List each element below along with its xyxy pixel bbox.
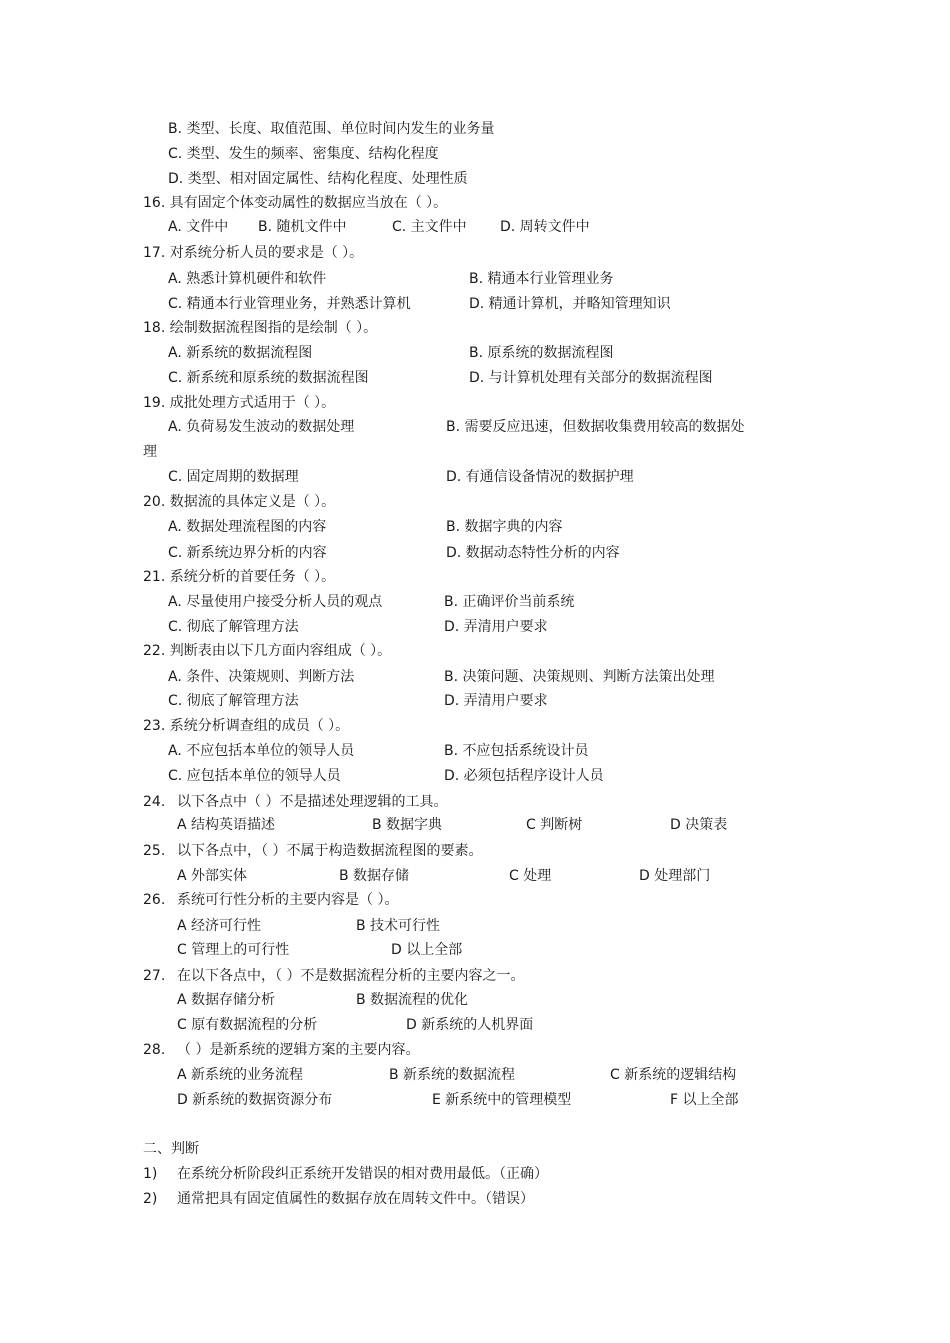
q18-option-d: D. 与计算机处理有关部分的数据流程图: [469, 370, 713, 386]
q24-stem: 以下各点中（ ）不是描述处理逻辑的工具。: [177, 794, 448, 810]
q17-option-c: C. 精通本行业管理业务，并熟悉计算机: [168, 296, 411, 312]
q27-option-a: A 数据存储分析: [177, 992, 276, 1008]
q16-option-b: B. 随机文件中: [258, 219, 347, 235]
q27-option-d: D 新系统的人机界面: [406, 1017, 534, 1033]
q20-option-b: B. 数据字典的内容: [446, 519, 563, 535]
q26-stem: 系统可行性分析的主要内容是（ ）。: [177, 892, 399, 908]
q18-option-a: A. 新系统的数据流程图: [168, 345, 313, 361]
q24-number: 24.: [143, 794, 166, 810]
q16-option-a: A. 文件中: [168, 219, 229, 235]
q19-option-d: D. 有通信设备情况的数据护理: [446, 469, 634, 485]
q25-option-a: A 外部实体: [177, 868, 248, 884]
q24-option-d: D 决策表: [670, 817, 728, 833]
q27-option-c: C 原有数据流程的分析: [177, 1017, 318, 1033]
q20-option-a: A. 数据处理流程图的内容: [168, 519, 327, 535]
q20-stem: 20. 数据流的具体定义是（ ）。: [143, 494, 336, 510]
q28-option-e: E 新系统中的管理模型: [432, 1092, 572, 1108]
q23-option-b: B. 不应包括系统设计员: [444, 743, 589, 759]
q17-stem: 17. 对系统分析人员的要求是（ ）。: [143, 245, 364, 261]
q26-number: 26.: [143, 892, 166, 908]
q21-option-c: C. 彻底了解管理方法: [168, 619, 299, 635]
q24-option-b: B 数据字典: [372, 817, 443, 833]
q21-option-b: B. 正确评价当前系统: [444, 594, 575, 610]
q27-option-b: B 数据流程的优化: [356, 992, 469, 1008]
judgement-text: 通常把具有固定值属性的数据存放在周转文件中。（错误）: [177, 1191, 534, 1207]
q21-stem: 21. 系统分析的首要任务（ ）。: [143, 569, 336, 585]
q18-stem: 18. 绘制数据流程图指的是绘制（ ）。: [143, 320, 378, 336]
q23-stem: 23. 系统分析调查组的成员（ ）。: [143, 718, 350, 734]
q23-option-c: C. 应包括本单位的领导人员: [168, 768, 341, 784]
q18-option-b: B. 原系统的数据流程图: [469, 345, 614, 361]
q19-option-c: C. 固定周期的数据理: [168, 469, 299, 485]
q22-option-c: C. 彻底了解管理方法: [168, 693, 299, 709]
q21-option-a: A. 尽量使用户接受分析人员的观点: [168, 594, 383, 610]
q22-option-b: B. 决策问题、决策规则、判断方法策出处理: [444, 669, 715, 685]
q21-option-d: D. 弄清用户要求: [444, 619, 548, 635]
q22-option-a: A. 条件、决策规则、判断方法: [168, 669, 355, 685]
q16-option-c: C. 主文件中: [392, 219, 467, 235]
q20-option-c: C. 新系统边界分析的内容: [168, 545, 327, 561]
q28-option-b: B 新系统的数据流程: [389, 1067, 516, 1083]
q15-option-d: D. 类型、相对固定属性、结构化程度、处理性质: [168, 171, 468, 187]
q25-option-d: D 处理部门: [639, 868, 711, 884]
q28-option-d: D 新系统的数据资源分布: [177, 1092, 333, 1108]
q15-option-b: B. 类型、长度、取值范围、单位时间内发生的业务量: [168, 121, 495, 137]
q26-option-a: A 经济可行性: [177, 918, 262, 934]
q17-option-a: A. 熟悉计算机硬件和软件: [168, 271, 327, 287]
q26-option-c: C 管理上的可行性: [177, 942, 290, 958]
q24-option-c: C 判断树: [526, 817, 583, 833]
q26-option-d: D 以上全部: [391, 942, 463, 958]
q19-option-b: B. 需要反应迅速，但数据收集费用较高的数据处: [446, 419, 745, 435]
q23-option-d: D. 必须包括程序设计人员: [444, 768, 604, 784]
q28-option-f: F 以上全部: [670, 1092, 739, 1108]
section-heading: 二、判断: [143, 1141, 199, 1157]
q18-option-c: C. 新系统和原系统的数据流程图: [168, 370, 369, 386]
q25-option-b: B 数据存储: [339, 868, 410, 884]
q25-number: 25.: [143, 843, 166, 859]
q22-option-d: D. 弄清用户要求: [444, 693, 548, 709]
q17-option-d: D. 精通计算机，并略知管理知识: [469, 296, 671, 312]
q23-option-a: A. 不应包括本单位的领导人员: [168, 743, 355, 759]
q19-stem: 19. 成批处理方式适用于（ ）。: [143, 395, 336, 411]
q28-number: 28.: [143, 1042, 166, 1058]
q16-option-d: D. 周转文件中: [500, 219, 590, 235]
judgement-number: 2): [143, 1191, 158, 1207]
q25-option-c: C 处理: [509, 868, 552, 884]
q28-stem: （ ）是新系统的逻辑方案的主要内容。: [177, 1042, 420, 1058]
q17-option-b: B. 精通本行业管理业务: [469, 271, 614, 287]
q24-option-a: A 结构英语描述: [177, 817, 276, 833]
q19-option-b-wrap: 理: [143, 444, 157, 460]
q26-option-b: B 技术可行性: [356, 918, 441, 934]
q16-stem: 16. 具有固定个体变动属性的数据应当放在（ ）。: [143, 195, 448, 211]
q25-stem: 以下各点中，（ ）不属于构造数据流程图的要素。: [177, 843, 483, 859]
q27-stem: 在以下各点中，（ ）不是数据流程分析的主要内容之一。: [177, 968, 525, 984]
q22-stem: 22. 判断表由以下几方面内容组成（ ）。: [143, 643, 392, 659]
q28-option-a: A 新系统的业务流程: [177, 1067, 304, 1083]
q27-number: 27.: [143, 968, 166, 984]
q15-option-c: C. 类型、发生的频率、密集度、结构化程度: [168, 146, 439, 162]
q19-option-a: A. 负荷易发生波动的数据处理: [168, 419, 355, 435]
judgement-number: 1): [143, 1166, 158, 1182]
q28-option-c: C 新系统的逻辑结构: [610, 1067, 737, 1083]
q20-option-d: D. 数据动态特性分析的内容: [446, 545, 620, 561]
judgement-text: 在系统分析阶段纠正系统开发错误的相对费用最低。（正确）: [177, 1166, 548, 1182]
